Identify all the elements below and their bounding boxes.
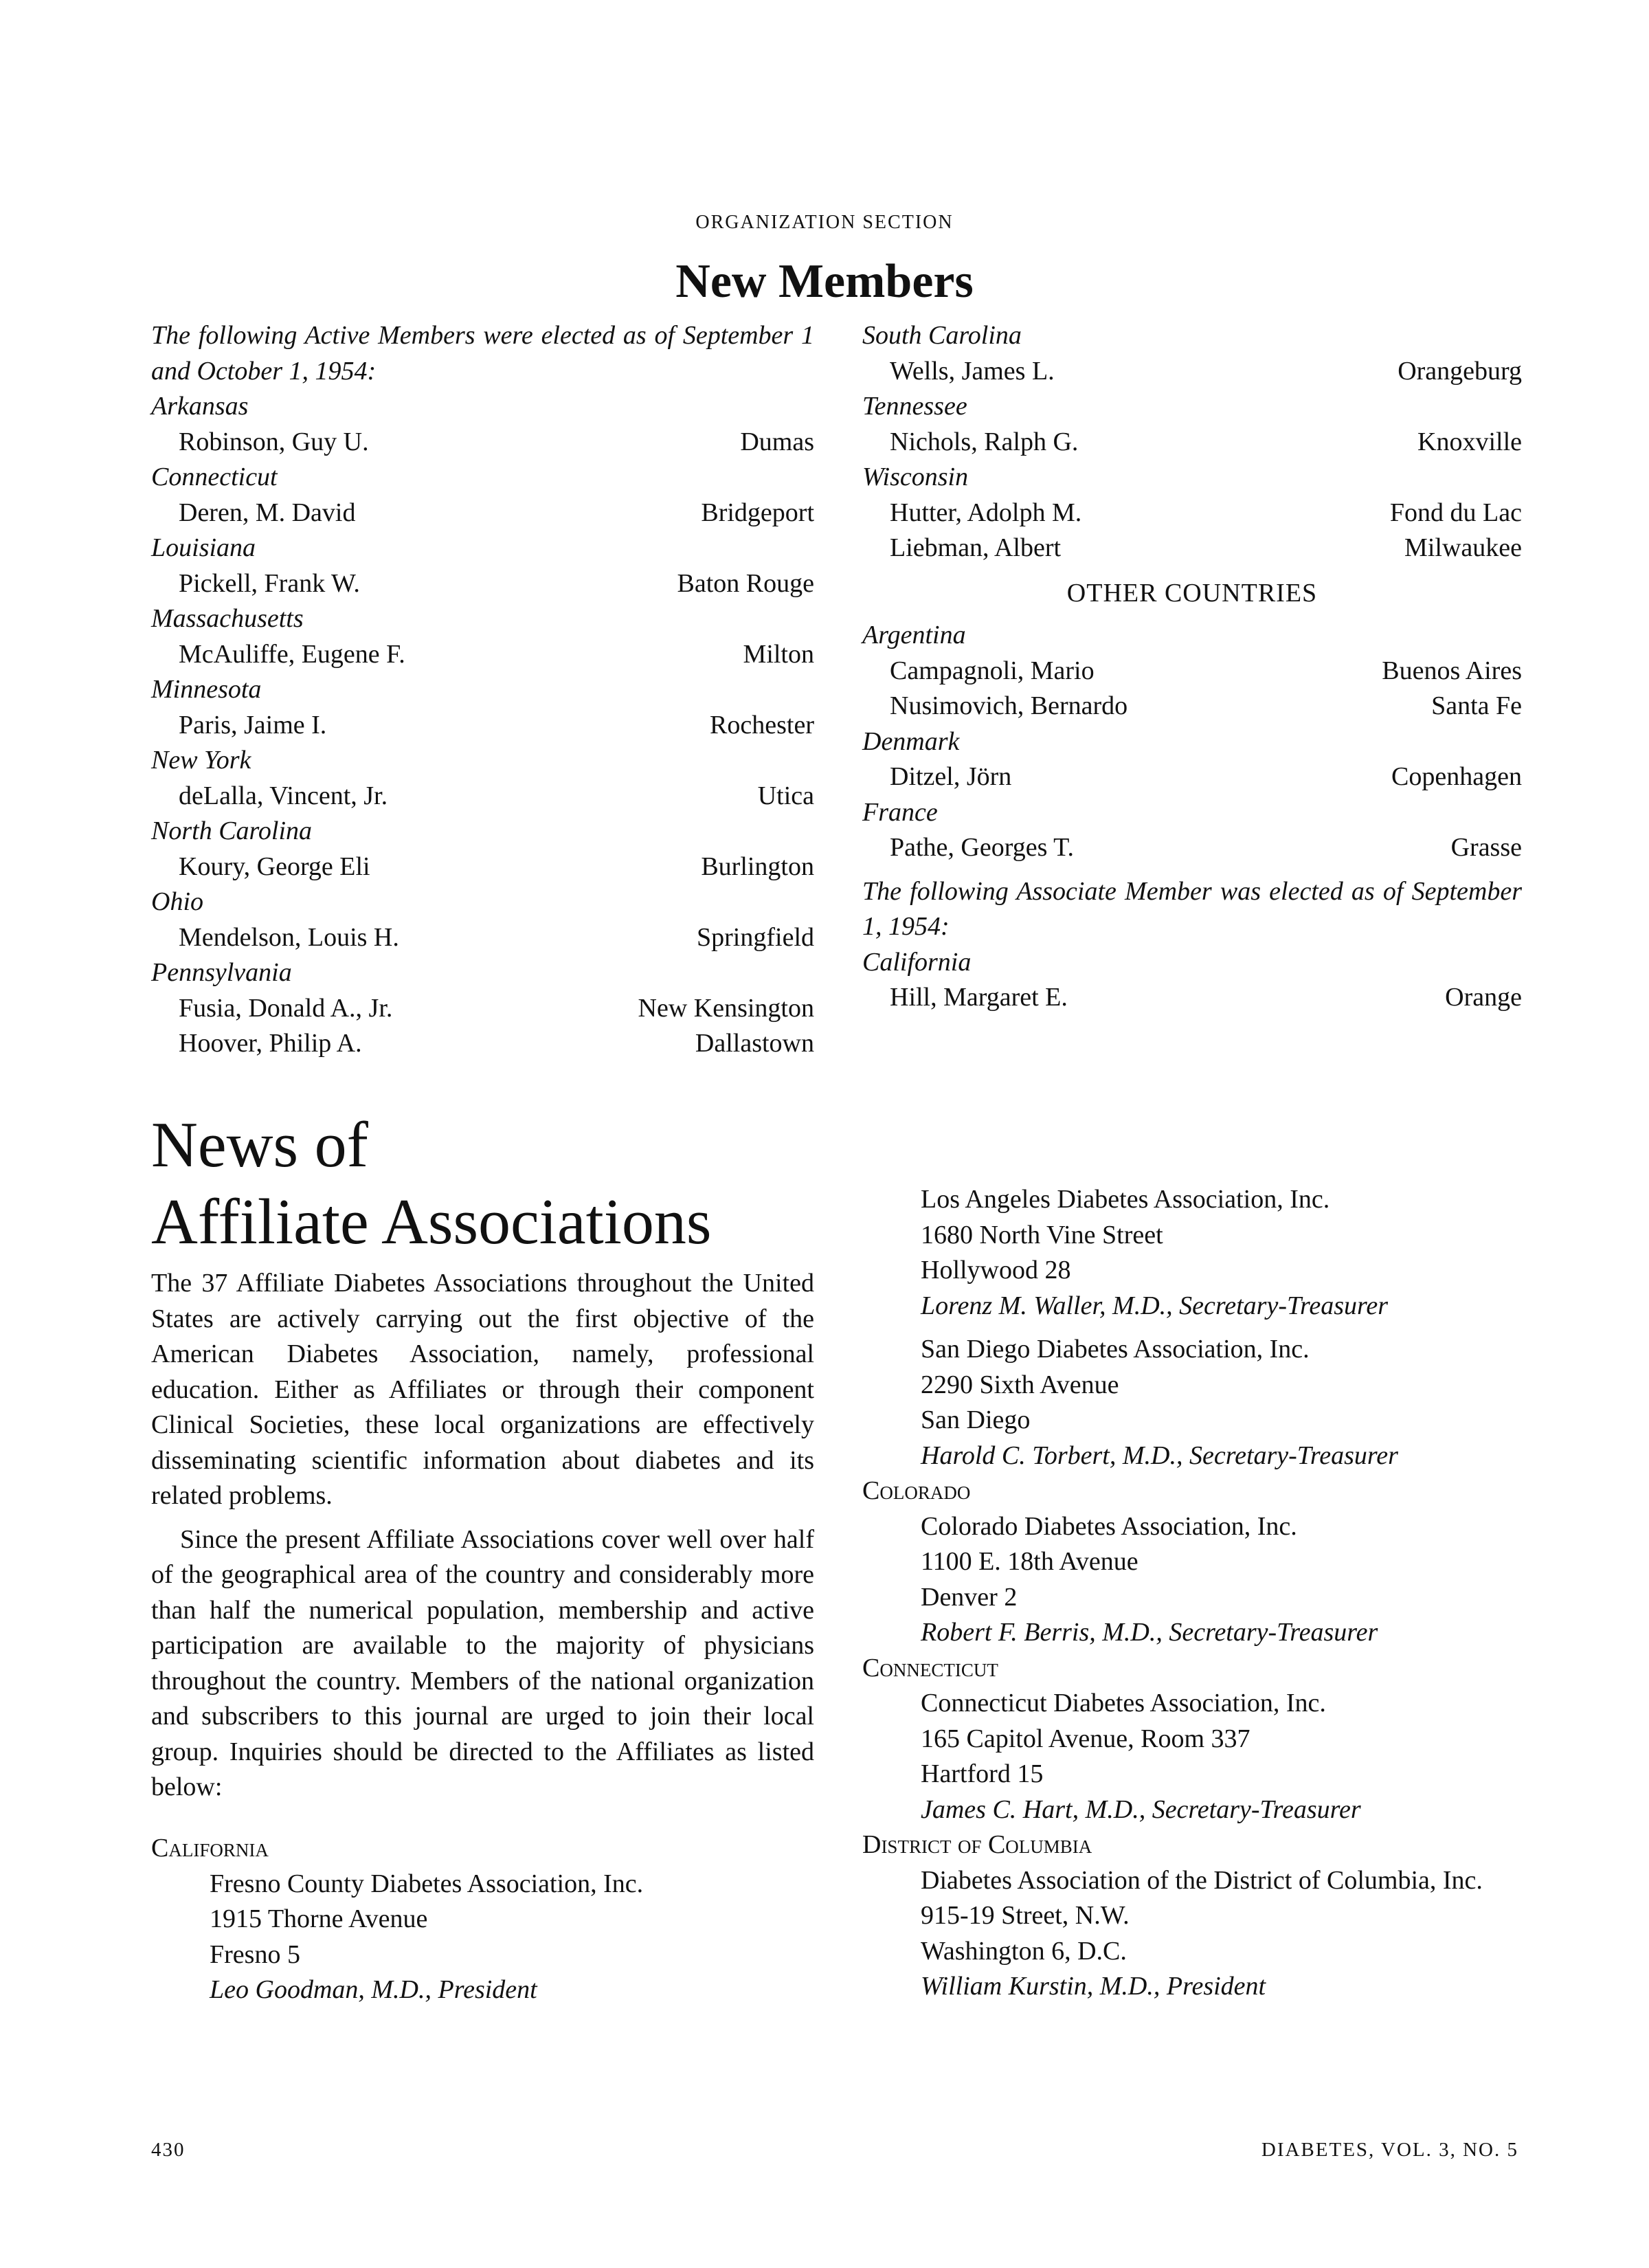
member-city: Orangeburg [1398,356,1522,386]
member-city: Springfield [697,922,814,952]
member-row [151,849,814,885]
member-name: Wells, James L. [890,356,1055,386]
paragraph: The 37 Affiliate Diabetes Associations throughout the United States are actively carrying out the first objective of the American Diabetes Association, namely, professional education. Either as Affiliates or through their component Clinical Societies, these local organizations are effectively disseminating scientific information about diabetes and its related problems. [151,1269,814,1510]
member-row [862,980,1522,1016]
state-heading: Wisconsin [862,463,969,491]
affiliate-officer: Robert F. Berris, M.D., Secretary-Treasurer [921,1618,1378,1647]
affiliate-name: Diabetes Association of the District of Columbia, Inc. [921,1865,1483,1895]
member-name: Campagnoli, Mario [890,656,1095,685]
member-name: Nichols, Ralph G. [890,427,1079,456]
affiliate-address-line: 1915 Thorne Avenue [210,1904,428,1933]
state-heading: Pennsylvania [151,958,292,987]
member-row [151,779,814,814]
member-name: Pathe, Georges T. [890,833,1075,862]
affiliate-address-line: 165 Capitol Avenue, Room 337 [921,1724,1250,1753]
member-city: Dallastown [695,1029,814,1058]
affiliates-left-column [151,1831,814,2008]
affiliate-address-line: Denver 2 [921,1582,1018,1612]
member-name: Paris, Jaime I. [179,710,327,740]
member-city: Baton Rouge [677,568,814,598]
member-city: Orange [1445,983,1522,1012]
member-row [862,759,1522,795]
affiliate-address-line: 1680 North Vine Street [921,1220,1163,1249]
member-row [862,531,1522,566]
state-heading: France [862,797,938,827]
affiliate-address-line: Hollywood 28 [921,1256,1071,1285]
member-city: Dumas [740,427,814,456]
news-title-line2: Affiliate Associations [151,1186,712,1258]
state-heading: New York [151,746,251,775]
member-name: Robinson, Guy U. [179,427,369,456]
member-row [151,1026,814,1062]
affiliate-officer: Leo Goodman, M.D., President [210,1975,537,2004]
member-row [862,830,1522,866]
member-row [151,637,814,673]
journal-reference: DIABETES, VOL. 3, NO. 5 [1261,2139,1518,2161]
state-heading: California [862,947,972,977]
member-row [151,991,814,1027]
affiliate-address-line: 1100 E. 18th Avenue [921,1547,1138,1576]
affiliate-entry [862,1182,1522,1324]
affiliate-state-heading: District of Columbia [862,1830,1092,1859]
member-row [151,496,814,531]
active-members-list [151,389,814,1062]
affiliate-name: Fresno County Diabetes Association, Inc. [210,1869,644,1898]
state-heading: North Carolina [151,816,313,845]
member-row [151,920,814,956]
other-countries-heading: OTHER COUNTRIES [1066,578,1318,608]
members-right-column [862,318,1522,1016]
page-number: 430 [151,2139,186,2161]
affiliate-name: San Diego Diabetes Association, Inc. [921,1335,1310,1364]
member-row [862,425,1522,460]
affiliate-entry [862,1686,1522,1827]
member-city: Bridgeport [701,498,814,527]
member-name: Fusia, Donald A., Jr. [179,993,393,1023]
affiliate-address-line: 2290 Sixth Avenue [921,1370,1119,1399]
affiliate-officer: James C. Hart, M.D., Secretary-Treasurer [921,1794,1361,1824]
member-city: Utica [757,781,814,810]
state-heading: Ohio [151,887,203,916]
member-name: Nusimovich, Bernardo [890,691,1128,720]
member-name: Ditzel, Jörn [890,762,1012,791]
members-left-column [151,318,814,1062]
affiliate-address-line: San Diego [921,1405,1031,1434]
member-row [862,496,1522,531]
affiliate-name: Connecticut Diabetes Association, Inc. [921,1689,1326,1717]
member-name: Liebman, Albert [890,533,1062,562]
state-heading: Denmark [862,726,960,756]
member-city: Buenos Aires [1382,656,1522,685]
affiliate-officer: Harold C. Torbert, M.D., Secretary-Treasurer [921,1441,1398,1470]
state-heading: Louisiana [151,533,256,562]
member-row [151,708,814,744]
other-countries-list [862,618,1522,866]
affiliate-name: Colorado Diabetes Association, Inc. [921,1511,1297,1541]
affiliates-right-column [862,1182,1522,2005]
member-name: Deren, M. David [179,498,356,527]
member-row [151,425,814,460]
state-heading: Connecticut [151,463,278,491]
active-members-continued-list [862,318,1522,566]
affiliate-state-heading: Connecticut [862,1653,998,1682]
affiliate-officer: Lorenz M. Waller, M.D., Secretary-Treasurer [921,1291,1389,1320]
member-city: Grasse [1450,833,1522,862]
paragraph: Since the present Affiliate Associations cover well over half of the geographical area of the country and considerably more than half the numerical population, membership and active participation are available to the majority of physicians throughout the country. Members of the national organization and subscribers to this journal are urged to join their local group. Inquiries should be directed to the Affiliates as listed below: [151,1524,814,1801]
member-city: Knoxville [1417,427,1522,456]
associate-members-intro: The following Associate Member was elected as of September 1, 1954: [862,876,1522,941]
news-title [151,1107,711,1260]
active-members-intro: The following Active Members were elected as of September 1 and October 1, 1954: [151,321,814,386]
associate-members-list [862,945,1522,1016]
member-name: Pickell, Frank W. [179,568,360,598]
affiliate-entry [862,1509,1522,1651]
member-city: Milwaukee [1404,533,1522,562]
member-city: Burlington [701,852,814,881]
state-heading: Arkansas [151,392,249,421]
member-row [862,354,1522,390]
member-name: Mendelson, Louis H. [179,922,399,952]
member-city: Fond du Lac [1389,498,1522,527]
affiliate-state-heading: Colorado [862,1476,971,1505]
state-heading: Argentina [862,621,966,649]
state-heading: Massachusetts [151,604,304,633]
state-heading: Minnesota [151,675,262,704]
member-city: Milton [743,639,814,669]
affiliate-name: Los Angeles Diabetes Association, Inc. [921,1185,1330,1214]
affiliate-entry [862,1332,1522,1474]
affiliate-address-line: Fresno 5 [210,1939,300,1969]
section-header: ORGANIZATION SECTION [695,212,954,233]
member-name: McAuliffe, Eugene F. [179,639,405,669]
member-city: Copenhagen [1391,762,1522,791]
news-title-line1: News of [151,1109,368,1181]
state-heading: Tennessee [862,392,967,421]
member-row [151,566,814,602]
page-title: New Members [675,255,974,308]
member-name: Koury, George Eli [179,852,370,881]
member-row [862,654,1522,689]
state-heading: South Carolina [862,321,1022,350]
affiliate-address-line: Hartford 15 [921,1759,1044,1788]
member-row [862,689,1522,724]
member-name: Hoover, Philip A. [179,1029,362,1058]
affiliate-entry [151,1867,814,2008]
affiliate-officer: William Kurstin, M.D., President [921,1972,1266,2001]
affiliate-state-heading: California [151,1834,269,1863]
member-city: Santa Fe [1431,691,1522,720]
member-name: Hill, Margaret E. [890,983,1068,1012]
affiliate-address-line: 915-19 Street, N.W. [921,1901,1130,1930]
member-name: deLalla, Vincent, Jr. [179,781,388,810]
news-body [151,1266,814,1805]
member-city: Rochester [710,710,814,740]
member-city: New Kensington [638,993,814,1023]
member-name: Hutter, Adolph M. [890,498,1082,527]
affiliate-entry [862,1863,1522,2005]
affiliate-address-line: Washington 6, D.C. [921,1936,1127,1966]
